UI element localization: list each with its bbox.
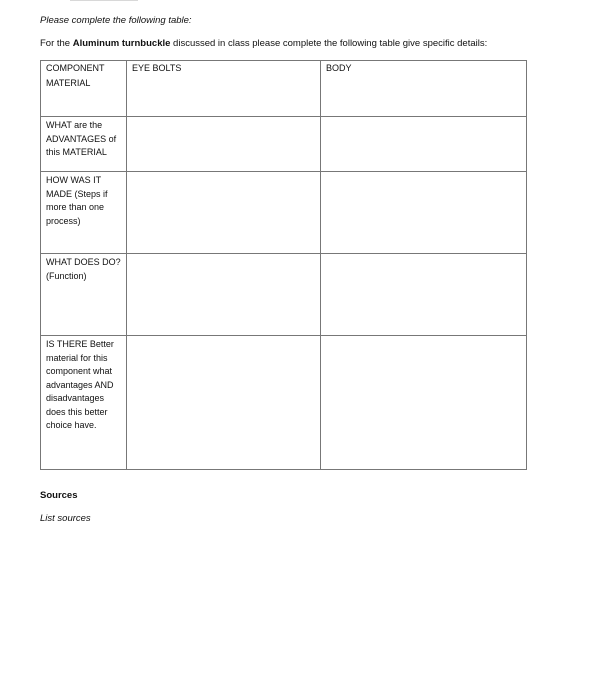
- cell-body-better-material[interactable]: [321, 336, 527, 470]
- lead-suffix: discussed in class please complete the following table give specific details:: [170, 38, 488, 49]
- row-label-function: WHAT DOES DO? (Function): [41, 254, 127, 336]
- lead-emphasis: Aluminum turnbuckle: [72, 38, 171, 49]
- instruction-text: Please complete the following table:: [40, 15, 192, 26]
- row-label-how-made: HOW WAS IT MADE (Steps if more than one process): [41, 172, 127, 254]
- header-rule: [70, 0, 138, 1]
- cell-eye-bolts-advantages[interactable]: [127, 117, 321, 172]
- cell-eye-bolts-function[interactable]: [127, 254, 321, 336]
- cell-eye-bolts-material[interactable]: [127, 76, 321, 117]
- cell-body-material[interactable]: [321, 76, 527, 117]
- cell-eye-bolts-better-material[interactable]: [127, 336, 321, 470]
- cell-body-advantages[interactable]: [321, 117, 527, 172]
- component-table: [40, 60, 527, 470]
- table-header-row: [41, 61, 527, 77]
- row-label-advantages: WHAT are the ADVANTAGES of this MATERIAL: [41, 117, 127, 172]
- row-label-better-material: IS THERE Better material for this component what advantages AND disadvantages does this better choice have.: [41, 336, 127, 470]
- cell-eye-bolts-how-made[interactable]: [127, 172, 321, 254]
- table-row: [41, 336, 527, 470]
- table-row: [41, 172, 527, 254]
- table-row: [41, 117, 527, 172]
- lead-prefix: For the: [40, 38, 73, 49]
- sources-list[interactable]: List sources: [40, 513, 91, 524]
- table-row: [41, 76, 527, 117]
- cell-body-how-made[interactable]: [321, 172, 527, 254]
- sources-heading: Sources: [40, 490, 78, 501]
- header-body: BODY: [321, 61, 527, 77]
- header-eye-bolts: EYE BOLTS: [127, 61, 321, 77]
- lead-paragraph: [40, 38, 487, 49]
- row-label-material: MATERIAL: [41, 76, 127, 117]
- header-component: COMPONENT: [41, 61, 127, 77]
- cell-body-function[interactable]: [321, 254, 527, 336]
- table-row: [41, 254, 527, 336]
